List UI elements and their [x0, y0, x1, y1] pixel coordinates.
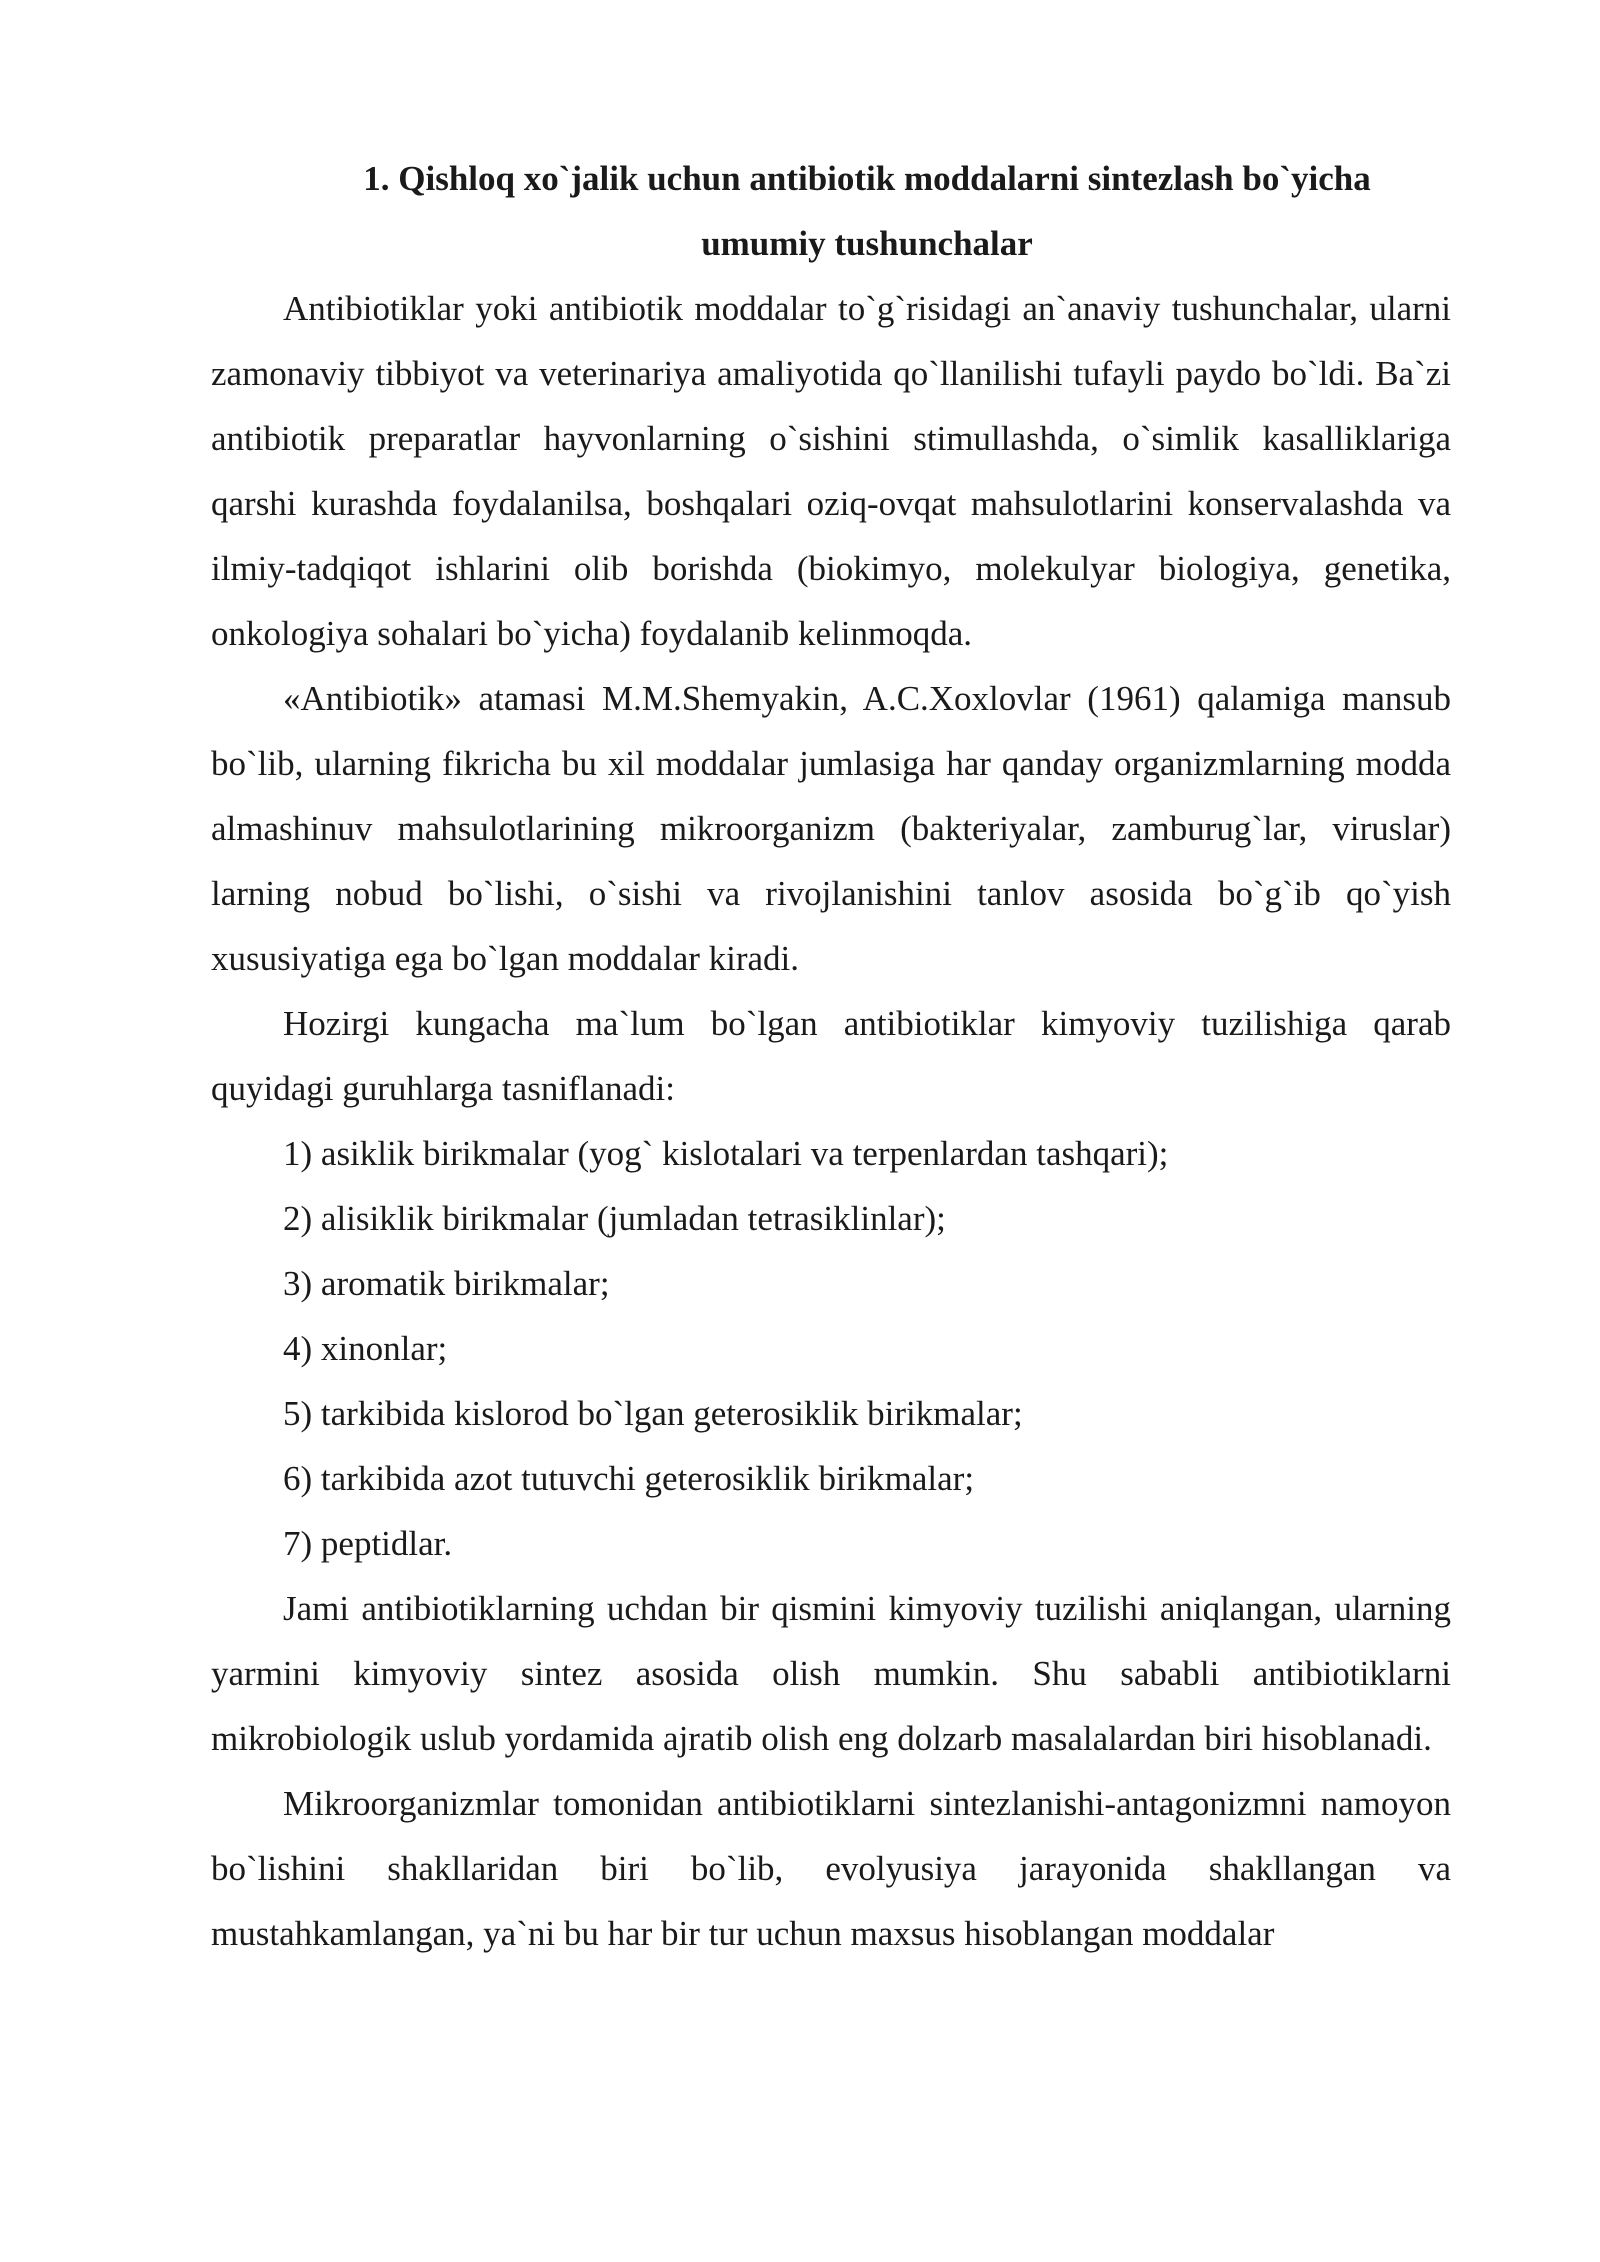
document-body — [211, 146, 1451, 1966]
heading-line-2: umumiy tushunchalar — [701, 224, 1033, 263]
paragraph-intro: Antibiotiklar yoki antibiotik moddalar to`g`risidagi an`anaviy tushunchalar, ularni zamonaviy tibbiyot va veterinariya amaliyotida qo`llanilishi tufayli paydo bo`ldi. Ba`zi antibiotik preparatlar hayvonlarning o`sishini stimullashda, o`simlik kasalliklariga qarshi kurashda foydalanilsa, boshqalari oziq-ovqat mahsulotlarini konservalashda va ilmiy-tadqiqot ishlarini olib borishda (biokimyo, molekulyar biologiya, genetika, onkologiya sohalari bo`yicha) foydalanib kelinmoqda. — [211, 289, 1451, 653]
list-item: 3) aromatik birikmalar; — [283, 1264, 610, 1303]
list-item: 4) xinonlar; — [283, 1329, 448, 1368]
classification-list — [211, 1121, 1451, 1576]
paragraph-microorganisms: Mikroorganizmlar tomonidan antibiotiklarni sintezlanishi-antagonizmni namoyon bo`lishini shakllaridan biri bo`lib, evolyusiya jarayonida shakllangan va mustahkamlangan, ya`ni bu har bir tur uchun maxsus hisoblangan moddalar — [211, 1784, 1451, 1953]
list-item: 7) peptidlar. — [283, 1524, 453, 1563]
list-item: 5) tarkibida kislorod bo`lgan geterosiklik birikmalar; — [283, 1394, 1023, 1433]
paragraph-antibiotic-term: «Antibiotik» atamasi M.M.Shemyakin, A.C.Xoxlovlar (1961) qalamiga mansub bo`lib, ularning fikricha bu xil moddalar jumlasiga har qanday organizmlarning modda almashinuv mahsulotlarining mikroorganizm (bakteriyalar, zamburug`lar, viruslar) larning nobud bo`lishi, o`sishi va rivojlanishini tanlov asosida bo`g`ib qo`yish xususiyatiga ega bo`lgan moddalar kiradi. — [211, 679, 1451, 978]
list-item: 2) alisiklik birikmalar (jumladan tetrasiklinlar); — [283, 1199, 946, 1238]
paragraph-classification: Hozirgi kungacha ma`lum bo`lgan antibiotiklar kimyoviy tuzilishiga qarab quyidagi guruhlarga tasniflanadi: — [211, 1004, 1451, 1108]
list-item: 1) asiklik birikmalar (yog` kislotalari va terpenlardan tashqari); — [283, 1134, 1169, 1173]
heading-line-1: 1. Qishloq xo`jalik uchun antibiotik moddalarni sintezlash bo`yicha — [363, 159, 1371, 198]
paragraph-chemical-structure: Jami antibiotiklarning uchdan bir qismini kimyoviy tuzilishi aniqlangan, ularning yarmini kimyoviy sintez asosida olish mumkin. Shu sababli antibiotiklarni mikrobiologik uslub yordamida ajratib olish eng dolzarb masalalardan biri hisoblanadi. — [211, 1589, 1451, 1758]
list-item: 6) tarkibida azot tutuvchi geterosiklik birikmalar; — [283, 1459, 975, 1498]
section-heading — [211, 146, 1451, 276]
